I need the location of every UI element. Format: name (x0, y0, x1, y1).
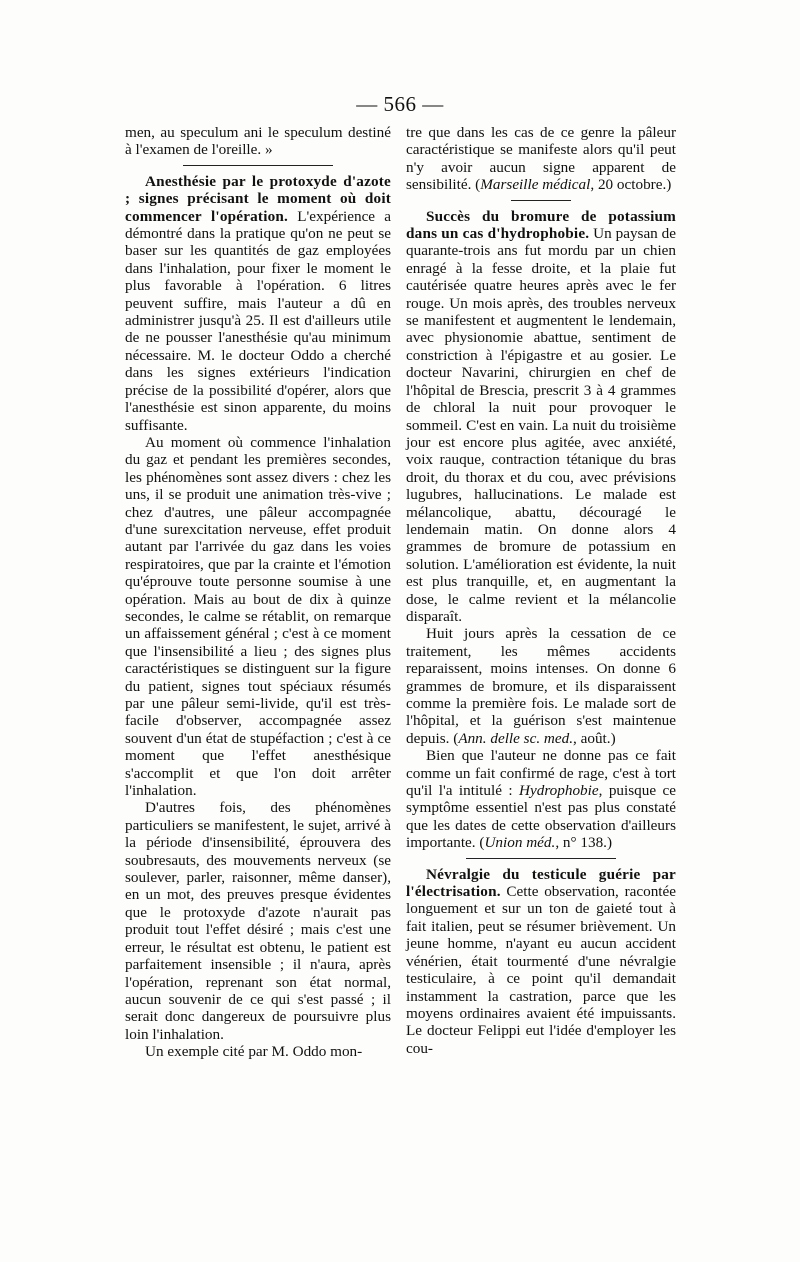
article-anesthesie-intro (125, 173, 391, 434)
article-anesthesie-paragraph: D'autres fois, des phénomènes particuliers se manifestent, le sujet, arrivé à la période d'insensibilité, éprouvera des soubresauts, des mouvements nerveux (se soulever, parler, raisonner, même danser), en un mot, des preuves presque évidentes que le protoxyde d'azote n'aurait pas produit tout l'effet désiré ; mais c'est une erreur, le résultat est obtenu, le patient est parfaitement insensible ; il n'aura, après l'opération, reprenant son état normal, aucun souvenir de ce qui s'est passé ; il serait donc dangereux de poursuivre plus loin l'inhalation. (125, 799, 391, 1043)
italic-term: Hydrophobie (519, 782, 599, 800)
paragraph-text: Huit jours après la cessation de ce traitement, les mêmes accidents reparaissent, moins intenses. On donne 6 grammes de bromure, et ils disparaissent comme la première fois. Le malade sort de l'hôpital, et la guérison s'est maintenue depuis. ( (406, 625, 676, 747)
article-nevralgie-intro (406, 866, 676, 1057)
source-citation: Ann. delle sc. med. (458, 729, 574, 747)
article-hydrophobie-text: Un paysan de quarante-trois ans fut mordu par un chien enragé à la fesse droite, et la plaie fut cautérisée quatre heures après avec le fer rouge. Un mois après, des troubles nerveux se manifestent et augmentent le lendemain, avec physionomie abattue, sentiment de constriction à l'épigastre et au gosier. Le docteur Navarini, chirurgien en chef de l'hôpital de Brescia, prescrit 3 à 4 grammes de chloral la nuit pour provoquer le sommeil. C'est en vain. La nuit du troisième jour est encore plus agitée, avec anxiété, voix rauque, contraction tétanique du bras droit, du thorax et du cou, avec prévisions lugubres, hallucinations. Le malade est mélancolique, abattu, découragé le lendemain matin. On donne alors 4 grammes de bromure de potassium en solution. L'amélioration est évidente, la nuit est plus tranquille, et, en augmentant la dose, le calme revient et la mélancolie disparaît. (406, 225, 676, 625)
article-hydrophobie-intro (406, 208, 676, 626)
continuation-text: tre que dans les cas de ce genre la pâleur caractéristique se manifeste alors qu'il peut n'y avoir aucun signe apparent de sensibilité. ( (406, 124, 676, 194)
section-divider (183, 165, 333, 166)
article-heading-hydrophobie: Succès du bromure de potassium dans un cas d'hydrophobie. (406, 207, 676, 243)
source-citation: Union méd. (484, 834, 556, 852)
paragraph-text: , puisque ce symptôme essentiel n'est pas plus constaté que les dates de cette observation d'ailleurs importante. ( (406, 782, 676, 852)
section-divider (511, 200, 571, 201)
citation-tail: , août.) (573, 729, 616, 747)
right-column (406, 124, 676, 1057)
section-divider (466, 858, 616, 859)
article-heading-anesthesie: Anesthésie par le protoxyde d'azote ; signes précisant le moment où doit commencer l'opération. (125, 172, 391, 225)
source-citation: Marseille médical (480, 176, 591, 194)
article-hydrophobie-paragraph (406, 747, 676, 851)
article-anesthesie-paragraph: Un exemple cité par M. Oddo mon- (145, 1043, 363, 1061)
continued-paragraph: men, au speculum ani le speculum destiné à l'examen de l'oreille. » (125, 124, 391, 159)
article-anesthesie-text: L'expérience a démontré dans la pratique qu'on ne peut se baser sur les quantités de gaz employées dans l'inhalation, pour fixer le moment le plus favorable à l'opération. 6 litres peuvent suffire, mais l'auteur a dû en administrer jusqu'à 25. Il est d'ailleurs utile de ne pousser l'anesthésie qu'au minimum nécessaire. M. le docteur Oddo a cherché dans les signes extérieurs l'indication précise de la possibilité d'opérer, alors que l'anesthésie est sinon apparente, du moins suffisante. (125, 207, 391, 434)
left-column (125, 124, 391, 1061)
article-heading-nevralgie: Névralgie du testicule guérie par l'électrisation. (406, 865, 676, 901)
paragraph-text: Bien que l'auteur ne donne pas ce fait comme un fait confirmé de rage, c'est à tort qu'il l'a intitulé : (406, 747, 676, 800)
article-anesthesie-continuation (406, 124, 676, 194)
page-number: — 566 — (356, 92, 444, 116)
article-nevralgie-text: Cette observation, racontée longuement et sur un ton de gaieté tout à fait italien, peut se résumer brièvement. Un jeune homme, n'ayant eu aucun accident vénérien, était tourmenté d'une névralgie testiculaire, à ce point qu'il demandait instamment la castration, parce que les moyens ordinaires avaient été impuissants. Le docteur Felippi eut l'idée d'employer les cou- (406, 883, 676, 1057)
citation-tail: , n° 138.) (555, 834, 613, 852)
citation-tail: , 20 octobre.) (590, 176, 672, 194)
article-anesthesie-paragraph: Au moment où commence l'inhalation du gaz et pendant les premières secondes, les phénomènes sont assez divers : chez les uns, il se produit une animation très-vive ; chez d'autres, une pâleur accompagnée d'une surexcitation nerveuse, effet produit autant par l'arrivée du gaz dans les voies respiratoires, que par la crainte et l'émotion qu'éprouve toute personne soumise à une opération. Mais au bout de dix à quinze secondes, le calme se rétablit, on remarque un affaissement général ; c'est à ce moment que l'insensibilité a lieu ; des signes plus caractéristiques se distinguent sur la figure du patient, signes tout spéciaux résumés par une pâleur semi-livide, qu'il est très-facile d'observer, accompagnée assez souvent d'un état de stupéfaction ; c'est à ce moment que l'effet anesthésique s'accomplit et que l'on doit arrêter l'inhalation. (125, 433, 391, 800)
article-hydrophobie-paragraph (406, 625, 676, 747)
